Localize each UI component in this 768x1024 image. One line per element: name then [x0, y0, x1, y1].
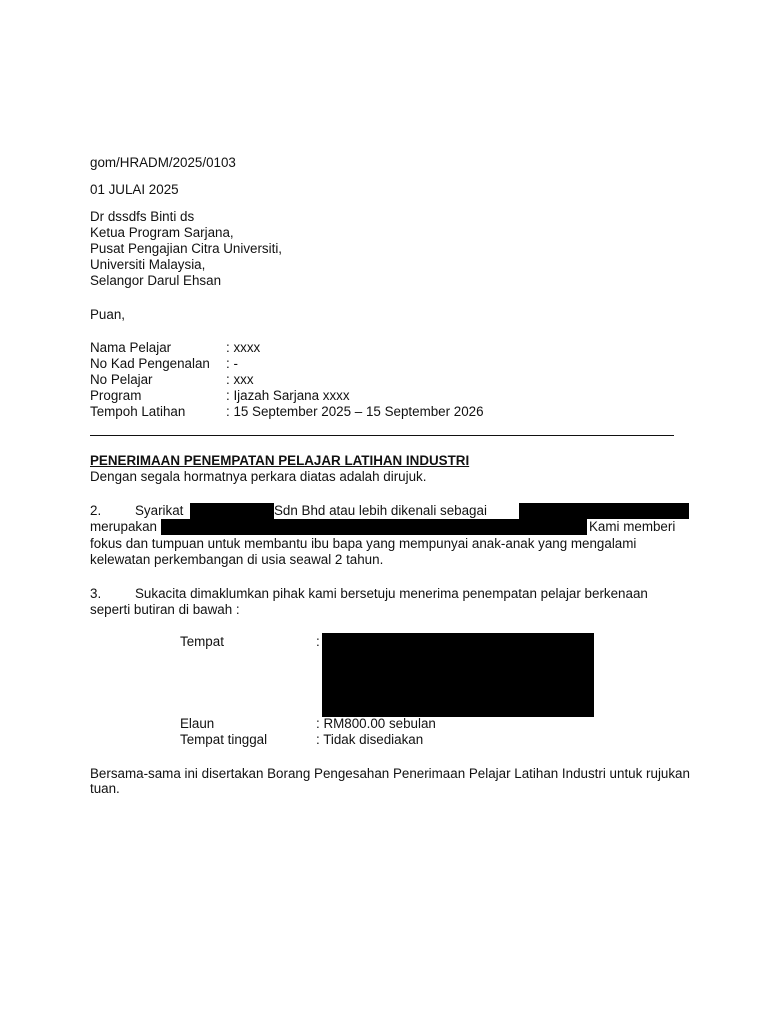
- para2-sdn-bhd: Sdn Bhd atau lebih dikenali sebagai: [274, 503, 487, 518]
- placement-tempat-row: [180, 634, 320, 650]
- redaction-placement-address: [322, 633, 594, 717]
- student-info-row: [90, 356, 238, 372]
- placement-tempat-colon: :: [316, 634, 320, 649]
- placement-tempat-label: Tempat: [180, 634, 224, 649]
- student-info-label: No Kad Pengenalan: [90, 356, 210, 371]
- student-info-row: [90, 340, 260, 356]
- para2-line-3: fokus dan tumpuan untuk membantu ibu bapa yang mempunyai anak-anak yang mengalami: [90, 536, 637, 551]
- student-info-label: Program: [90, 388, 142, 403]
- letter-subject: PENERIMAAN PENEMPATAN PELAJAR LATIHAN INDUSTRI: [90, 453, 470, 468]
- para3-line-2: seperti butiran di bawah :: [90, 602, 240, 617]
- recipient-line-3: Pusat Pengajian Citra Universiti,: [90, 241, 283, 256]
- recipient-line-5: Selangor Darul Ehsan: [90, 273, 222, 288]
- para3-number: 3.: [90, 586, 102, 601]
- para2-merupakan: merupakan: [90, 519, 157, 534]
- student-info-value: : xxx: [226, 372, 254, 387]
- recipient-line-4: Universiti Malaysia,: [90, 257, 206, 272]
- redaction-company-name: [190, 503, 274, 519]
- placement-elaun-row: [180, 716, 436, 732]
- redaction-known-as: [519, 503, 689, 519]
- student-info-row: [90, 372, 254, 388]
- student-info-value: : Ijazah Sarjana xxxx: [226, 388, 350, 403]
- student-info-value: : -: [226, 356, 238, 371]
- reference-number: gom/HRADM/2025/0103: [90, 155, 236, 170]
- closing-line-1: Bersama-sama ini disertakan Borang Pengesahan Penerimaan Pelajar Latihan Industri untuk rujukan: [90, 766, 690, 781]
- opening-line: Dengan segala hormatnya perkara diatas adalah dirujuk.: [90, 469, 427, 484]
- student-info-label: Nama Pelajar: [90, 340, 172, 355]
- salutation: Puan,: [90, 307, 125, 322]
- student-info-label: Tempoh Latihan: [90, 404, 186, 419]
- para2-syarikat: Syarikat: [135, 503, 184, 518]
- redaction-description: [161, 519, 587, 535]
- para3-line-1: Sukacita dimaklumkan pihak kami bersetuju menerima penempatan pelajar berkenaan: [135, 586, 648, 601]
- separator-rule: [90, 435, 674, 436]
- student-info-label: No Pelajar: [90, 372, 153, 387]
- letter-date: 01 JULAI 2025: [90, 182, 179, 197]
- placement-elaun-value: : RM800.00 sebulan: [316, 716, 436, 731]
- placement-tinggal-row: [180, 732, 423, 748]
- student-info-value: : 15 September 2025 – 15 September 2026: [226, 404, 484, 419]
- para2-kami-memberi: Kami memberi: [589, 519, 676, 534]
- closing-line-2: tuan.: [90, 781, 120, 796]
- recipient-line-2: Ketua Program Sarjana,: [90, 225, 234, 240]
- para2-line-4: kelewatan perkembangan di usia seawal 2 tahun.: [90, 552, 384, 567]
- recipient-line-1: Dr dssdfs Binti ds: [90, 209, 195, 224]
- placement-elaun-label: Elaun: [180, 716, 215, 731]
- placement-tinggal-value: : Tidak disediakan: [316, 732, 424, 747]
- student-info-row: [90, 388, 350, 404]
- student-info-row: [90, 404, 484, 420]
- para2-number: 2.: [90, 503, 102, 518]
- placement-tinggal-label: Tempat tinggal: [180, 732, 268, 747]
- student-info-value: : xxxx: [226, 340, 261, 355]
